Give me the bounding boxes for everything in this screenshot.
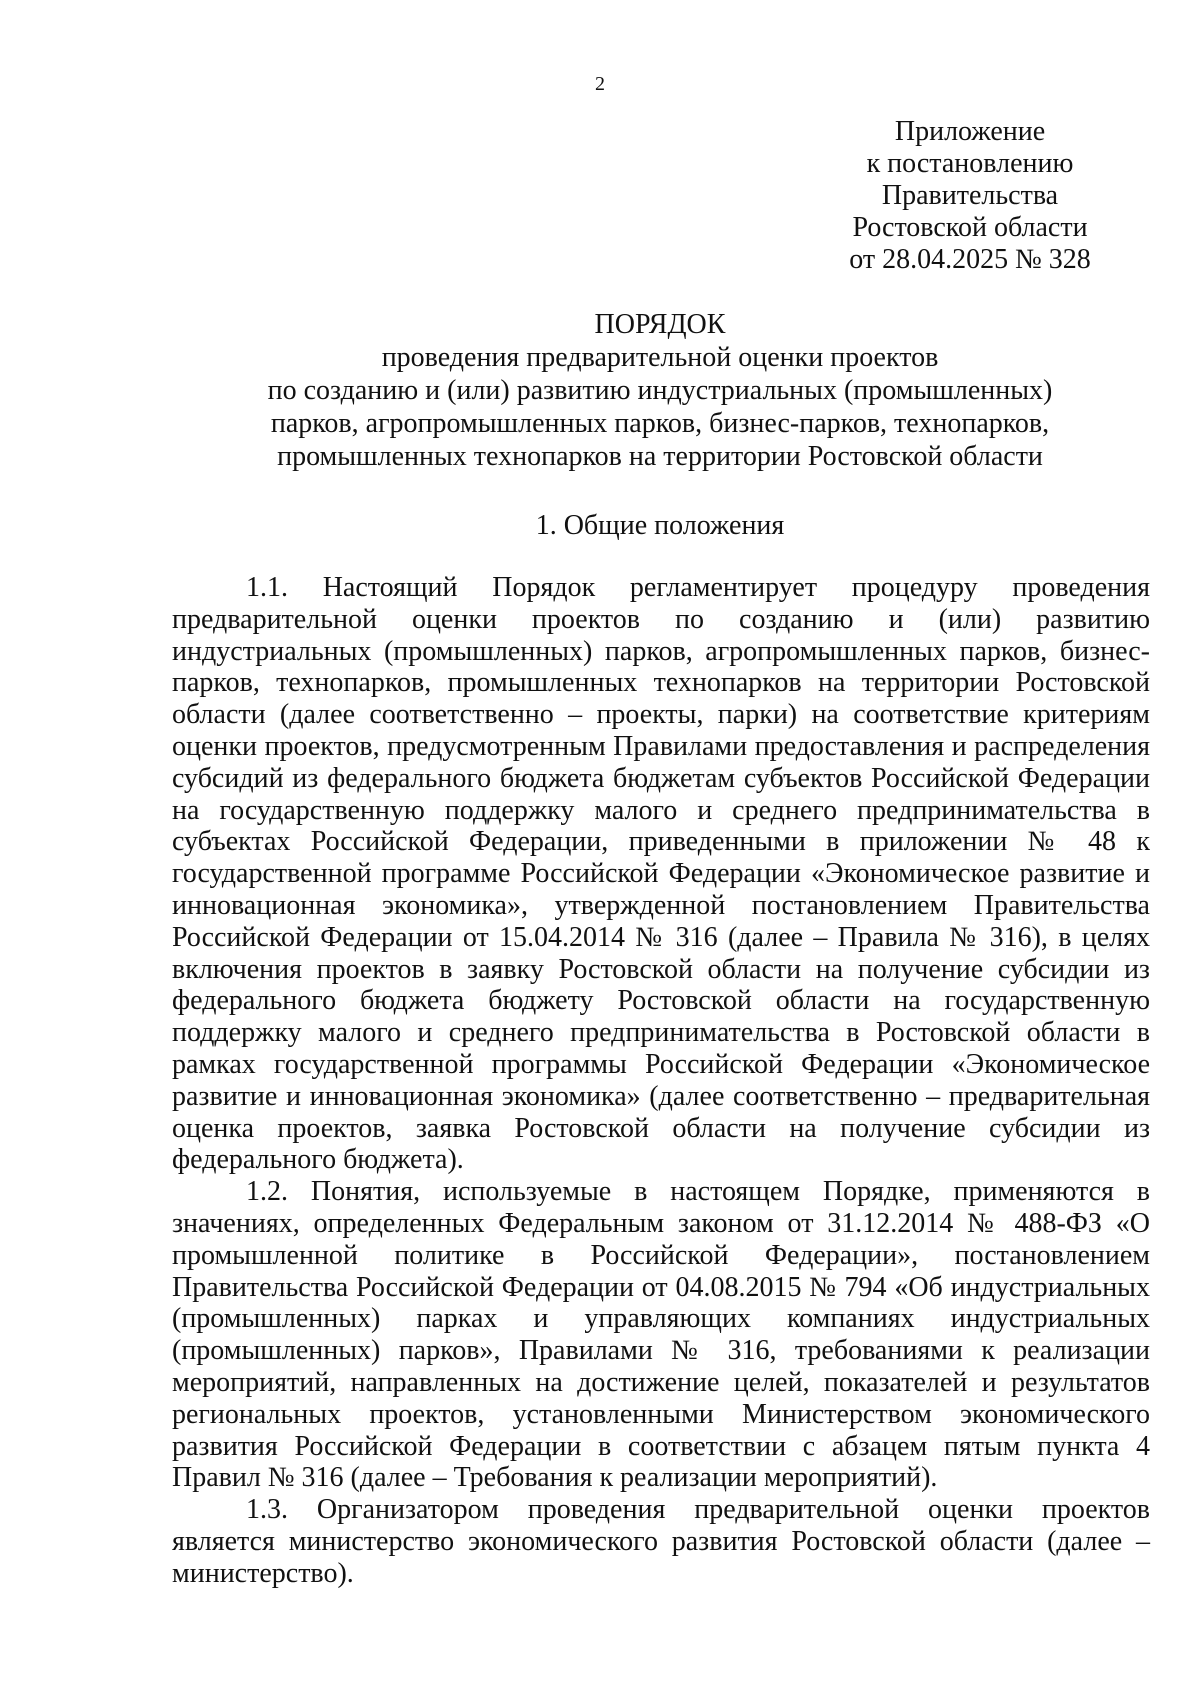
document-title [172,308,1148,473]
title-heading: ПОРЯДОК [594,309,726,340]
title-line-4: промышленных технопарков на территории Ростовской области [277,441,1043,472]
appendix-block [820,116,1120,276]
paragraph-1-3: 1.3. Организатором проведения предварительной оценки проектов является министерство экономического развития Ростовской области (далее – министерство). [172,1494,1150,1589]
appendix-line-4: Ростовской области [852,212,1088,243]
appendix-line-3: Правительства [881,180,1059,211]
title-line-3: парков, агропромышленных парков, бизнес-парков, технопарков, [270,408,1050,439]
paragraph-1-1: 1.1. Настоящий Порядок регламентирует процедуру проведения предварительной оценки проектов по созданию и (или) развитию индустриальных (промышленных) парков, агропромышленных парков, бизнес-парков, технопарков, промышленных технопарков на территории Ростовской области (далее соответственно – проекты, парки) на соответствие критериям оценки проектов, предусмотренным Правилами предоставления и распределения субсидий из федерального бюджета бюджетам субъектов Российской Федерации на государственную поддержку малого и среднего предпринимательства в субъектах Российской Федерации, приведенными в приложении № 48 к государственной программе Российской Федерации «Экономическое развитие и инновационная экономика», утвержденной постановлением Правительства Российской Федерации от 15.04.2014 № 316 (далее – Правила № 316), в целях включения проектов в заявку Ростовской области на получение субсидии из федерального бюджета бюджету Ростовской области на государственную поддержку малого и среднего предпринимательства в Ростовской области в рамках государственной программы Российской Федерации «Экономическое развитие и инновационная экономика» (далее соответственно – предварительная оценка проектов, заявка Ростовской области на получение субсидии из федерального бюджета). [172,572,1150,1176]
page-number: 2 [595,73,605,95]
paragraph-1-2: 1.2. Понятия, используемые в настоящем Порядке, применяются в значениях, определенных Федеральным законом от 31.12.2014 № 488-ФЗ «О промышленной политике в Российской Федерации», постановлением Правительства Российской Федерации от 04.08.2015 № 794 «Об индустриальных (промышленных) парках и управляющих компаниях индустриальных (промышленных) парков», Правилами № 316, требованиями к реализации мероприятий, направленных на достижение целей, показателей и результатов региональных проектов, установленными Министерством экономического развития Российской Федерации в соответствии с абзацем пятым пункта 4 Правил № 316 (далее – Требования к реализации мероприятий). [172,1176,1150,1494]
title-line-2: по созданию и (или) развитию индустриальных (промышленных) [267,375,1053,406]
document-body [172,572,1150,1590]
appendix-line-2: к постановлению [866,148,1074,179]
appendix-line-5: от 28.04.2025 № 328 [849,244,1091,275]
section-heading: 1. Общие положения [535,510,785,541]
title-line-1: проведения предварительной оценки проектов [381,342,939,373]
appendix-line-1: Приложение [894,116,1046,147]
